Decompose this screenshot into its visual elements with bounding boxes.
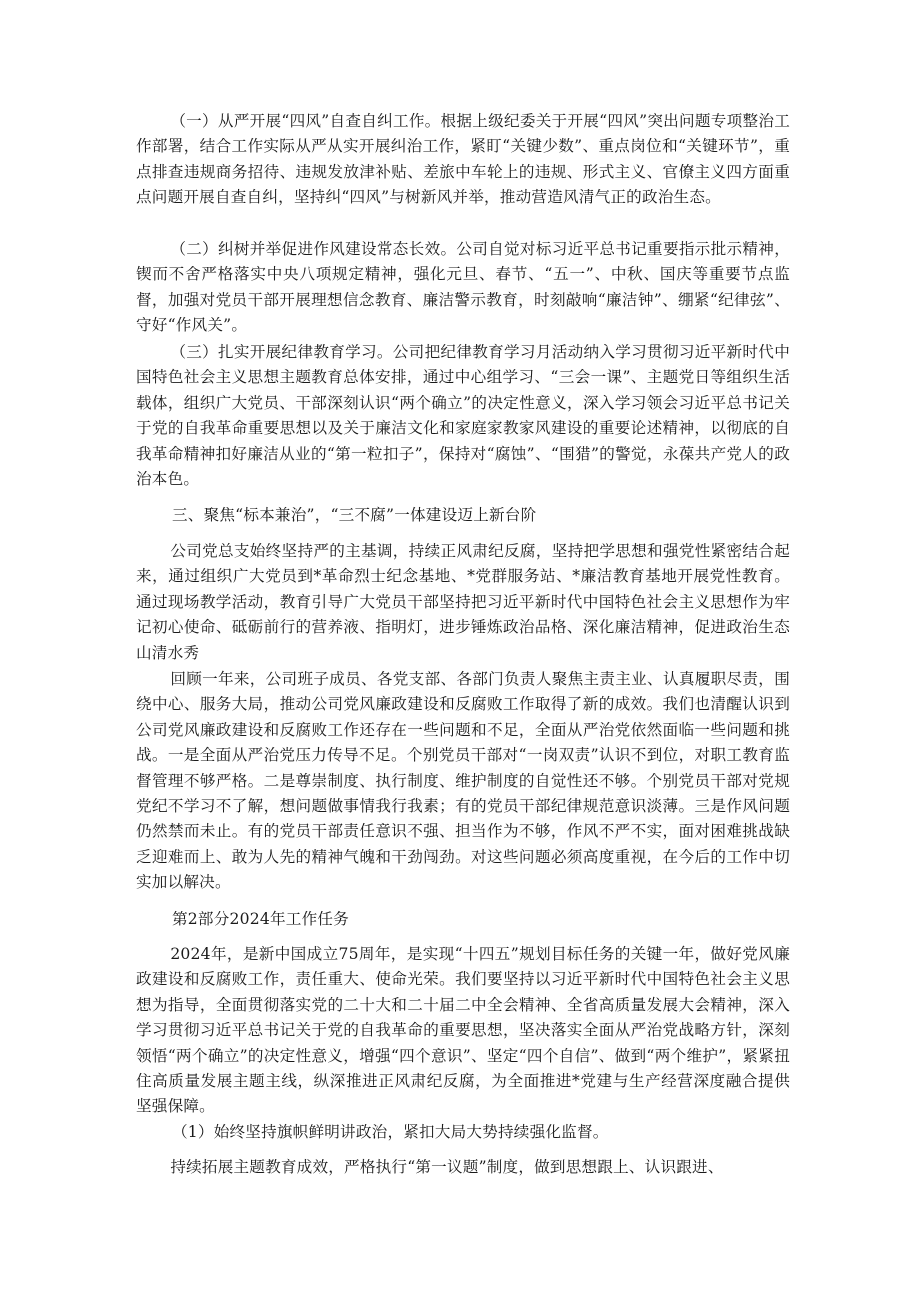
section-heading-three: 三、聚焦“标本兼治”，“三不腐”一体建设迈上新台阶	[172, 506, 537, 524]
paragraph-theme-education: 持续拓展主题教育成效，严格执行“第一议题”制度，做到思想跟上、认识跟进、	[170, 1158, 724, 1176]
section-heading-part-two: 第2部分2024年工作任务	[172, 910, 349, 928]
paragraph-work-style-construction: （二）纠树并举促进作风建设常态长效。公司自觉对标习近平总书记重要指示批示精神，锲而不舍严格落实中央八项规定精神，强化元旦、春节、“五一”、中秋、国庆等重要节点监督，加强对党员干部开展理想信念教育、廉洁警示教育，时刻敲响“廉洁钟”、绷紧“纪律弦”、守好“作风关”。	[136, 240, 790, 335]
paragraph-2024-tasks: 2024年，是新中国成立75周年，是实现“十四五”规划目标任务的关键一年，做好党风廉政建设和反腐败工作，责任重大、使命光荣。我们要坚持以习近平新时代中国特色社会主义思想为指导，全面贯彻落实党的二十大和二十届二中全会精神、全省高质量发展大会精神，深入学习贯彻习近平总书记关于党的自我革命的重要思想，坚决落实全面从严治党战略方针，深刻领悟“两个确立”的决定性意义，增强“四个意识”、坚定“四个自信”、做到“两个维护”，紧紧扭住高质量发展主题主线，纵深推进正风肃纪反腐，为全面推进*党建与生产经营深度融合提供坚强保障。	[136, 945, 790, 1116]
paragraph-discipline-education: （三）扎实开展纪律教育学习。公司把纪律教育学习月活动纳入学习贯彻习近平新时代中国特色社会主义思想主题教育总体安排，通过中心组学习、“三会一课”、主题党日等组织生活载体，组织广大党员、干部深刻认识“两个确立”的决定性意义，深入学习领会习近平总书记关于党的自我革命重要思想以及关于廉洁文化和家庭家教家风建设的重要论述精神，以彻底的自我革命精神扣好廉洁从业的“第一粒扣子”，保持对“腐蚀”、“围猎”的警觉，永葆共产党人的政治本色。	[136, 343, 790, 489]
paragraph-siefeng-self-inspection: （一）从严开展“四风”自查自纠工作。根据上级纪委关于开展“四风”突出问题专项整治工作部署，结合工作实际从严从实开展纠治工作，紧盯“关键少数”、重点岗位和“关键环节”，重点排查违规商务招待、违规发放津补贴、差旅中车轮上的违规、形式主义、官僚主义四方面重点问题开展自查自纠，坚持纠“四风”与树新风并举，推动营造风清气正的政治生态。	[136, 112, 790, 207]
sub-heading-politics: （1）始终坚持旗帜鲜明讲政治，紧扣大局大势持续强化监督。	[172, 1123, 609, 1141]
paragraph-party-branch-education: 公司党总支始终坚持严的主基调，持续正风肃纪反腐，坚持把学思想和强党性紧密结合起来，通过组织广大党员到*革命烈士纪念基地、*党群服务站、*廉洁教育基地开展党性教育。通过现场教学活动，教育引导广大党员干部坚持把习近平新时代中国特色社会主义思想作为牢记初心使命、砥砺前行的营养液、指明灯，进步锤炼政治品格、深化廉洁精神，促进政治生态山清水秀	[136, 542, 790, 662]
paragraph-annual-review: 回顾一年来，公司班子成员、各党支部、各部门负责人聚焦主责主业、认真履职尽责，围绕中心、服务大局，推动公司党风廉政建设和反腐败工作取得了新的成效。我们也清醒认识到公司党风廉政建设和反腐败工作还存在一些问题和不足，全面从严治党依然面临一些问题和挑战。一是全面从严治党压力传导不足。个别党员干部对“一岗双责”认识不到位，对职工教育监督管理不够严格。二是尊崇制度、执行制度、维护制度的自觉性还不够。个别党员干部对党规党纪不学习不了解，想问题做事情我行我素；有的党员干部纪律规范意识淡薄。三是作风问题仍然禁而未止。有的党员干部责任意识不强、担当作为不够，作风不严不实，面对困难挑战缺乏迎难而上、敢为人先的精神气魄和干劲闯劲。对这些问题必须高度重视，在今后的工作中切实加以解决。	[136, 670, 790, 892]
